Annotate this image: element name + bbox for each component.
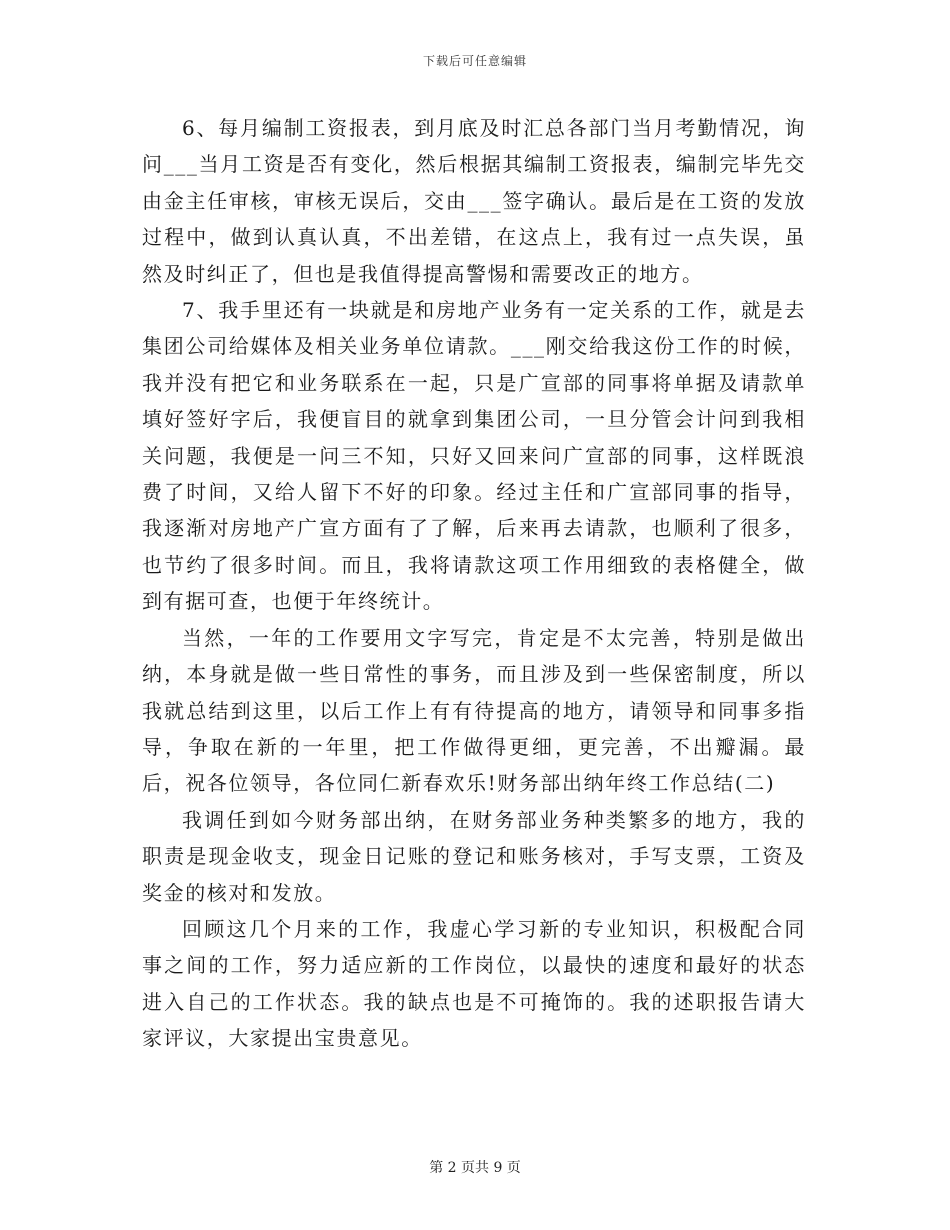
paragraph-review: 回顾这几个月来的工作，我虚心学习新的专业知识，积极配合同事之间的工作，努力适应新的工作岗位，以最快的速度和最好的状态进入自己的工作状态。我的缺点也是不可掩饰的。我的述职报告请大家评议，大家提出宝贵意见。 (142, 916, 806, 1051)
paragraph-item-7: 7、我手里还有一块就是和房地产业务有一定关系的工作，就是去集团公司给媒体及相关业务单位请款。___刚交给我这份工作的时候，我并没有把它和业务联系在一起，只是广宣部的同事将单据及请款单填好签好字后，我便盲目的就拿到集团公司，一旦分管会计问到我相关问题，我便是一问三不知，只好又回来问广宣部的同事，这样既浪费了时间，又给人留下不好的印象。经过主任和广宣部同事的指导，我逐渐对房地产广宣方面有了了解，后来再去请款，也顺利了很多，也节约了很多时间。而且，我将请款这项工作用细致的表格健全，做到有据可查，也便于年终统计。 (142, 298, 806, 614)
page-header: 下载后可任意编辑 (422, 54, 527, 68)
paragraph-duties: 我调任到如今财务部出纳，在财务部业务种类繁多的地方，我的职责是现金收支，现金日记账的登记和账务核对，手写支票，工资及奖金的核对和发放。 (142, 807, 806, 905)
page-number: 第 2 页共 9 页 (429, 1160, 521, 1176)
document-body (142, 110, 806, 1057)
paragraph-closing: 当然，一年的工作要用文字写完，肯定是不太完善，特别是做出纳，本身就是做一些日常性的事务，而且涉及到一些保密制度，所以我就总结到这里，以后工作上有有待提高的地方，请领导和同事多指导，争取在新的一年里，把工作做得更细，更完善，不出瓣漏。最后，祝各位领导，各位同仁新春欢乐!财务部出纳年终工作总结(二) (142, 625, 806, 796)
paragraph-item-6: 6、每月编制工资报表，到月底及时汇总各部门当月考勤情况，询问___当月工资是否有变化，然后根据其编制工资报表，编制完毕先交由金主任审核，审核无误后，交由___签字确认。最后是在工资的发放过程中，做到认真认真，不出差错，在这点上，我有过一点失误，虽然及时纠正了，但也是我值得提高警惕和需要改正的地方。 (142, 116, 806, 286)
